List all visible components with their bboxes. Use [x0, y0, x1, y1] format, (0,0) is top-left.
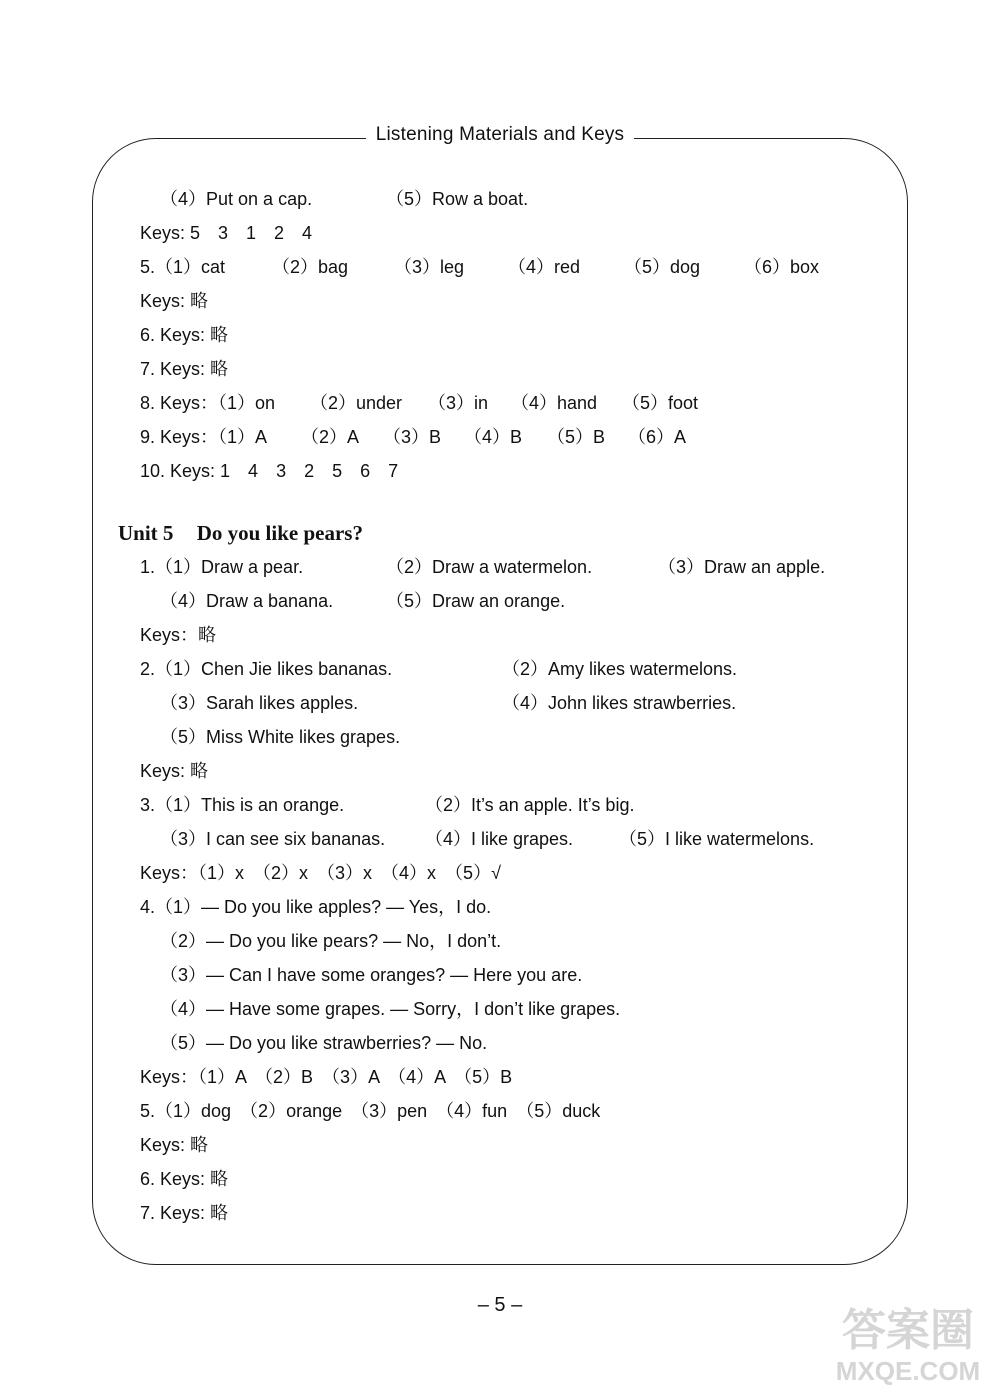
- answer-item: （3）B: [383, 427, 442, 447]
- page-number: – 5 –: [477, 1294, 523, 1316]
- answer-item: （2）— Do you like pears? — No，I don’t.: [160, 931, 502, 951]
- watermark-top-text: 答案圈: [842, 1306, 974, 1355]
- unit-title-text: Do you like pears?: [196, 521, 363, 545]
- answer-item: （5）B: [547, 427, 606, 447]
- answer-item: Keys：略: [140, 625, 217, 645]
- answer-item: （6）box: [744, 257, 820, 277]
- answer-item: （4）John likes strawberries.: [502, 693, 737, 713]
- answer-item: Keys: 略: [140, 1135, 209, 1155]
- answer-item: （5）I like watermelons.: [619, 829, 815, 849]
- answer-item: Keys：（1）A （2）B （3）A （4）A （5）B: [140, 1067, 513, 1087]
- unit-label: Unit 5: [118, 521, 174, 545]
- answer-item: （4）hand: [511, 393, 598, 413]
- answer-item: （3）I can see six bananas.: [160, 829, 386, 849]
- answer-item: （4）red: [508, 257, 581, 277]
- answer-item: （3）in: [428, 393, 489, 413]
- answer-item: （4）Put on a cap.: [160, 189, 313, 209]
- answer-item: 5.（1）dog （2）orange （3）pen （4）fun （5）duck: [140, 1101, 601, 1121]
- answer-item: 7. Keys: 略: [140, 359, 229, 379]
- answer-item: （5）foot: [622, 393, 699, 413]
- answer-item: 10. Keys: 1 4 3 2 5 6 7: [140, 461, 399, 481]
- answer-item: （3）Sarah likes apples.: [160, 693, 359, 713]
- answer-item: （4）B: [464, 427, 523, 447]
- answer-item: 4.（1）— Do you like apples? — Yes，I do.: [140, 897, 492, 917]
- answer-item: （4）I like grapes.: [425, 829, 574, 849]
- watermark-bottom-text: MXQE.COM: [835, 1356, 981, 1385]
- answer-item: （6）A: [628, 427, 687, 447]
- answer-item: （2）Draw a watermelon.: [386, 557, 593, 577]
- answer-item: （3）Draw an apple.: [658, 557, 826, 577]
- answer-item: Keys: 略: [140, 291, 209, 311]
- answer-item: 6. Keys: 略: [140, 325, 229, 345]
- answer-item: （3）— Can I have some oranges? — Here you are.: [160, 965, 583, 985]
- running-header: Listening Materials and Keys: [0, 124, 1000, 146]
- answer-item: 5.（1）cat: [140, 257, 226, 277]
- unit-5-heading: [118, 521, 363, 546]
- answer-item: （5）— Do you like strawberries? — No.: [160, 1033, 488, 1053]
- answer-item: （2）It’s an apple. It’s big.: [425, 795, 635, 815]
- answer-item: （5）Miss White likes grapes.: [160, 727, 401, 747]
- answer-item: 1.（1）Draw a pear.: [140, 557, 304, 577]
- answer-item: 2.（1）Chen Jie likes bananas.: [140, 659, 393, 679]
- answer-item: 3.（1）This is an orange.: [140, 795, 345, 815]
- answer-item: 9. Keys：（1）A: [140, 427, 268, 447]
- answer-item: （2）Amy likes watermelons.: [502, 659, 738, 679]
- answer-item: 8. Keys：（1）on: [140, 393, 276, 413]
- answer-item: （5）Row a boat.: [386, 189, 529, 209]
- answer-item: （5）dog: [624, 257, 701, 277]
- answer-item: （2）bag: [272, 257, 349, 277]
- answer-item: Keys：（1）x （2）x （3）x （4）x （5）√: [140, 863, 501, 883]
- answer-item: （5）Draw an orange.: [386, 591, 566, 611]
- answer-item: 6. Keys: 略: [140, 1169, 229, 1189]
- answer-item: 7. Keys: 略: [140, 1203, 229, 1223]
- answer-item: （3）leg: [394, 257, 465, 277]
- answer-item: （4）Draw a banana.: [160, 591, 334, 611]
- answer-item: Keys: 5 3 1 2 4: [140, 223, 313, 243]
- watermark-logo: [820, 1300, 995, 1385]
- answer-item: （2）under: [310, 393, 403, 413]
- answer-item: Keys: 略: [140, 761, 209, 781]
- answer-item: （2）A: [301, 427, 360, 447]
- answer-item: （4）— Have some grapes. — Sorry，I don’t like grapes.: [160, 999, 621, 1019]
